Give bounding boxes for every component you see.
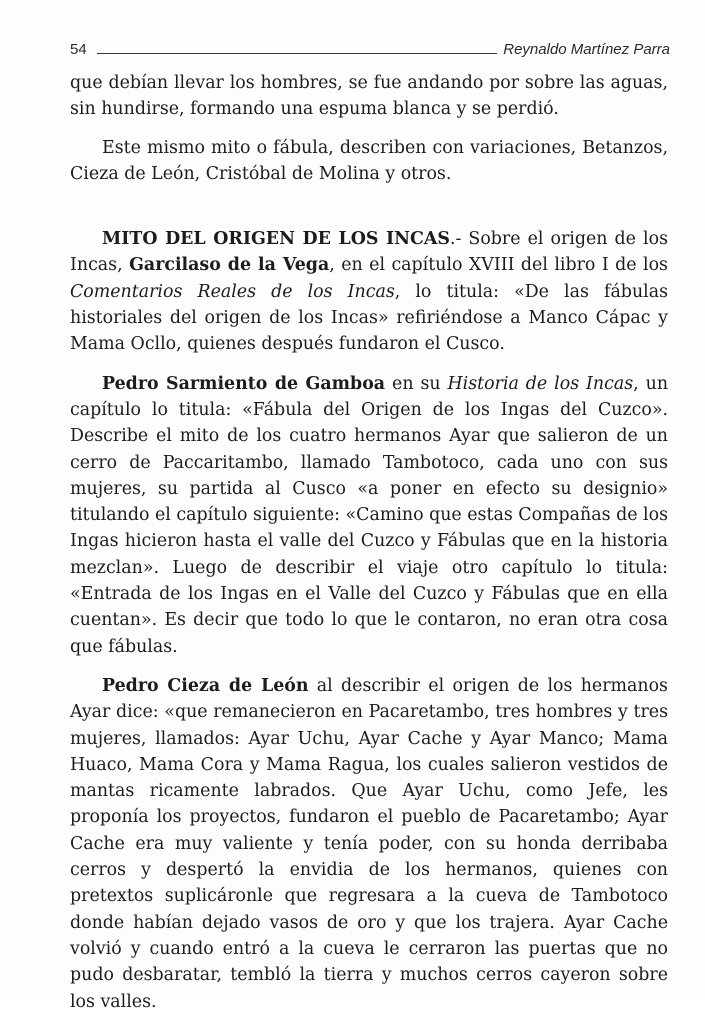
running-author: Reynaldo Martínez Parra xyxy=(503,41,670,58)
text-run: en su xyxy=(385,373,448,394)
text-run: , un capítulo lo titula: «Fábula del Origen de los Ingas del Cuzco». Describe el mito de los cuatro hermanos Ayar que salieron de un cerro de Paccaritambo, llamado Tambotoco, cada uno con sus mujeres, su partida al Cusco «a poner en efecto su designio» titulando el capítulo siguiente: «Camino que estas Compañas de los Ingas hicieron hasta el valle del Cuzco y Fábulas que en la historia mezclan». Luego de describir el viaje otro capítulo lo titula: «Entrada de los Ingas en el Valle del Cuzco y Fábulas que en ella cuentan». Es decir que todo lo que le contaron, no eran otra cosa que fábulas. xyxy=(70,373,669,657)
text-run: .- Sobre el origen de los Incas, xyxy=(70,229,668,276)
work-title: Historia de los Incas xyxy=(447,373,634,394)
paragraph-sarmiento xyxy=(70,371,668,660)
paragraph-continuation: que debían llevar los hombres, se fue andando por sobre las aguas, sin hundirse, formando una espuma blanca y se perdió. xyxy=(70,73,668,120)
paragraph-origin-myth xyxy=(70,226,668,357)
section-heading: MITO DEL ORIGEN DE LOS INCAS xyxy=(102,229,450,250)
text-run: , en el capítulo XVIII del libro I de los xyxy=(329,255,668,276)
paragraph-cieza xyxy=(70,673,668,1015)
body-text xyxy=(70,70,668,1015)
work-title: Comentarios Reales de los Incas xyxy=(70,281,395,302)
paragraph-myth-variations: Este mismo mito o fábula, describen con variaciones, Betanzos, Cieza de León, Cristóbal de Molina y otros. xyxy=(70,137,668,184)
running-header xyxy=(70,38,670,58)
author-name: Garcilaso de la Vega xyxy=(129,255,330,276)
page-number: 54 xyxy=(70,41,87,58)
header-rule xyxy=(97,53,498,54)
author-name: Pedro Cieza de León xyxy=(102,675,309,696)
text-run: al describir el origen de los hermanos Ayar dice: «que remanecieron en Pacaretambo, tres hombres y tres mujeres, llamados: Ayar Uchu, Ayar Cache y Ayar Manco; Mama Huaco, Mama Cora y Mama Ragua, los cuales salieron vestidos de mantas ricamente labrados. Que Ayar Uchu, como Jefe, les proponía los proyectos, fundaron el pueblo de Pacaretambo; Ayar Cache era muy valiente y tenía poder, con su honda derribaba cerros y despertó la envidia de los hermanos, quienes con pretextos suplicáronle que regresara a la cueva de Tambotoco donde habían dejado vasos de oro y que los trajera. Ayar Cache volvió y cuando entró a la cueva le cerraron las puertas que no pudo desbaratar, tembló la tierra y muchos cerros cayeron sobre los valles. xyxy=(70,675,668,1012)
author-name: Pedro Sarmiento de Gamboa xyxy=(102,373,386,394)
text-run: , lo titula: «De las fábulas historiales del origen de los Incas» refiriéndose a Manco Cápac y Mama Ocllo, quienes después fundaron el Cusco. xyxy=(70,281,668,355)
